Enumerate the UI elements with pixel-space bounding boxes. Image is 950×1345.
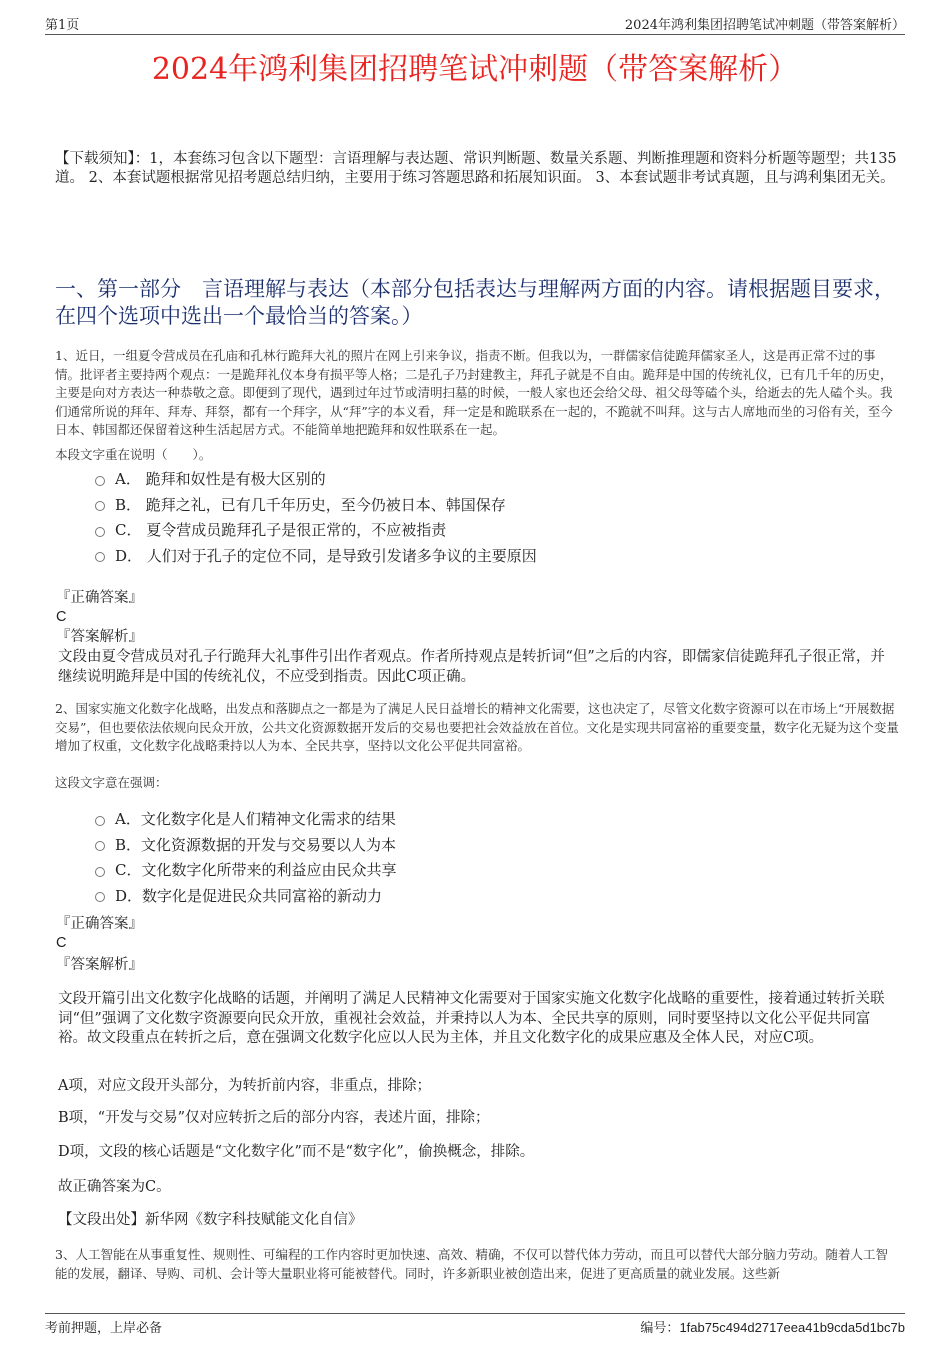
answer-value: C xyxy=(56,935,67,951)
option-c[interactable] xyxy=(95,857,795,883)
question-1-options xyxy=(95,466,795,568)
option-label: A． 跪拜和奴性是有极大区别的 xyxy=(115,470,326,489)
option-label: B． 跪拜之礼，已有几千年历史，至今仍被日本、韩国保存 xyxy=(115,495,506,514)
radio-icon[interactable] xyxy=(95,816,105,826)
footer-slogan: 考前押题，上岸必备 xyxy=(45,1321,163,1336)
section-heading: 一、第一部分 言语理解与表达（本部分包括表达与理解两方面的内容。请根据题目要求，在四个选项中选出一个最恰当的答案。） xyxy=(55,277,895,328)
analysis-label: 『答案解析』 xyxy=(56,629,143,645)
question-1-stem: 1、近日，一组夏令营成员在孔庙和孔林行跪拜大礼的照片在网上引来争议，指责不断。但我以为，一群儒家信徒跪拜儒家圣人，这是再正常不过的事情。批评者主要持两个观点：一是跪拜礼仪本身有损平等人格；二是孔子乃封建教主，拜孔子就是不自由。跪拜是中国的传统礼仪，已有几千年的历史，主要是向对方表达一种恭敬之意。即便到了现代，遇到过年过节或清明扫墓的时候，一般人家也还会给父母、祖父母等磕个头，给逝去的先人磕个头。我们通常所说的拜年、拜寿、拜祭，都有一个拜字，从“拜”字的本义看，拜一定是和跪联系在一起的，不跪就不叫拜。这与古人席地而坐的习俗有关，至今日本、韩国都还保留着这种生活起居方式。不能简单地把跪拜和奴性联系在一起。 xyxy=(55,348,893,438)
radio-icon[interactable] xyxy=(95,476,105,486)
analysis-conclusion: 故正确答案为C。 xyxy=(58,1179,171,1195)
option-label: C．文化数字化所带来的利益应由民众共享 xyxy=(115,861,397,880)
analysis-note: B项，“开发与交易”仅对应转折之后的部分内容，表述片面，排除； xyxy=(58,1110,490,1126)
answer-value: C xyxy=(56,609,67,625)
radio-icon[interactable] xyxy=(95,527,105,537)
option-a[interactable] xyxy=(95,806,795,832)
answer-label: 『正确答案』 xyxy=(56,590,143,606)
page-number: 第1页 xyxy=(45,18,80,33)
radio-icon[interactable] xyxy=(95,867,105,877)
option-c[interactable] xyxy=(95,517,795,543)
analysis-note: A项，对应文段开头部分，为转折前内容，非重点，排除； xyxy=(58,1078,431,1094)
question-3-stem: 3、人工智能在从事重复性、规则性、可编程的工作内容时更加快速、高效、精确，不仅可以替代体力劳动，而且可以替代大部分脑力劳动。随着人工智能的发展，翻译、导购、司机、会计等大量职业将可能被替代。同时，许多新职业被创造出来，促进了更高质量的就业发展。这些新 xyxy=(55,1247,888,1281)
radio-icon[interactable] xyxy=(95,501,105,511)
option-label: D． 人们对于孔子的定位不同，是导致引发诸多争议的主要原因 xyxy=(115,546,537,565)
radio-icon[interactable] xyxy=(95,552,105,562)
option-d[interactable] xyxy=(95,883,795,909)
document-title: 2024年鸿利集团招聘笔试冲刺题（带答案解析） xyxy=(151,52,799,87)
text-source: 【文段出处】新华网《数字科技赋能文化自信》 xyxy=(58,1212,363,1228)
question-2-prompt: 这段文字意在强调： xyxy=(55,775,168,790)
option-b[interactable] xyxy=(95,832,795,858)
code-value: 1fab75c494d2717eea41b9cda5d1bc7b xyxy=(679,1320,905,1335)
option-label: A．文化数字化是人们精神文化需求的结果 xyxy=(115,810,396,829)
option-label: B．文化资源数据的开发与交易要以人为本 xyxy=(115,835,397,854)
answer-label: 『正确答案』 xyxy=(56,916,143,932)
code-label: 编号： xyxy=(640,1321,680,1336)
question-1-prompt: 本段文字重在说明（ ）。 xyxy=(55,447,212,462)
analysis-text: 文段由夏令营成员对孔子行跪拜大礼事件引出作者观点。作者所持观点是转折词“但”之后的内容，即儒家信徒跪拜孔子很正常，并继续说明跪拜是中国的传统礼仪，不应受到指责。因此C项正确。 xyxy=(58,649,885,685)
option-label: C． 夏令营成员跪拜孔子是很正常的，不应被指责 xyxy=(115,521,447,540)
download-notice: 【下载须知】：1，本套练习包含以下题型：言语理解与表达题、常识判断题、数量关系题、判断推理题和资料分析题等题型；共135道。 2、本套试题根据常见招考题总结归纳，主要用于练习答题思路和拓展知识面。 3、本套试题非考试真题，且与鸿利集团无关。 xyxy=(55,151,897,186)
option-d[interactable] xyxy=(95,543,795,569)
header-doc-title: 2024年鸿利集团招聘笔试冲刺题（带答案解析） xyxy=(624,18,905,33)
option-b[interactable] xyxy=(95,492,795,518)
radio-icon[interactable] xyxy=(95,841,105,851)
question-2-stem: 2、国家实施文化数字化战略，出发点和落脚点之一都是为了满足人民日益增长的精神文化需要，这也决定了，尽管文化数字资源可以在市场上“开展数据交易”，但也要依法依规向民众开放，公共文化资源数据开发后的交易也要把社会效益放在首位。文化是实现共同富裕的重要变量，数字化无疑为这个变量增加了权重，文化数字化战略秉持以人为本、全民共享，坚持以文化公平促共同富裕。 xyxy=(55,701,899,754)
page-header xyxy=(45,14,905,35)
footer-code xyxy=(640,1317,905,1336)
radio-icon[interactable] xyxy=(95,892,105,902)
page-footer xyxy=(45,1313,905,1336)
analysis-text: 文段开篇引出文化数字化战略的话题，并阐明了满足人民精神文化需要对于国家实施文化数字化战略的重要性，接着通过转折关联词“但”强调了文化数字资源要向民众开放，重视社会效益，并秉持以人为本、全民共享的原则，同时要坚持以文化公平促共同富裕。故文段重点在转折之后，意在强调文化数字化应以人民为主体，并且文化数字化的成果应惠及全体人民，对应C项。 xyxy=(58,991,885,1046)
question-2-options xyxy=(95,806,795,908)
analysis-note: D项，文段的核心话题是“文化数字化”而不是“数字化”，偷换概念，排除。 xyxy=(58,1144,535,1160)
option-a[interactable] xyxy=(95,466,795,492)
option-label: D．数字化是促进民众共同富裕的新动力 xyxy=(115,886,383,905)
analysis-label: 『答案解析』 xyxy=(56,957,143,973)
